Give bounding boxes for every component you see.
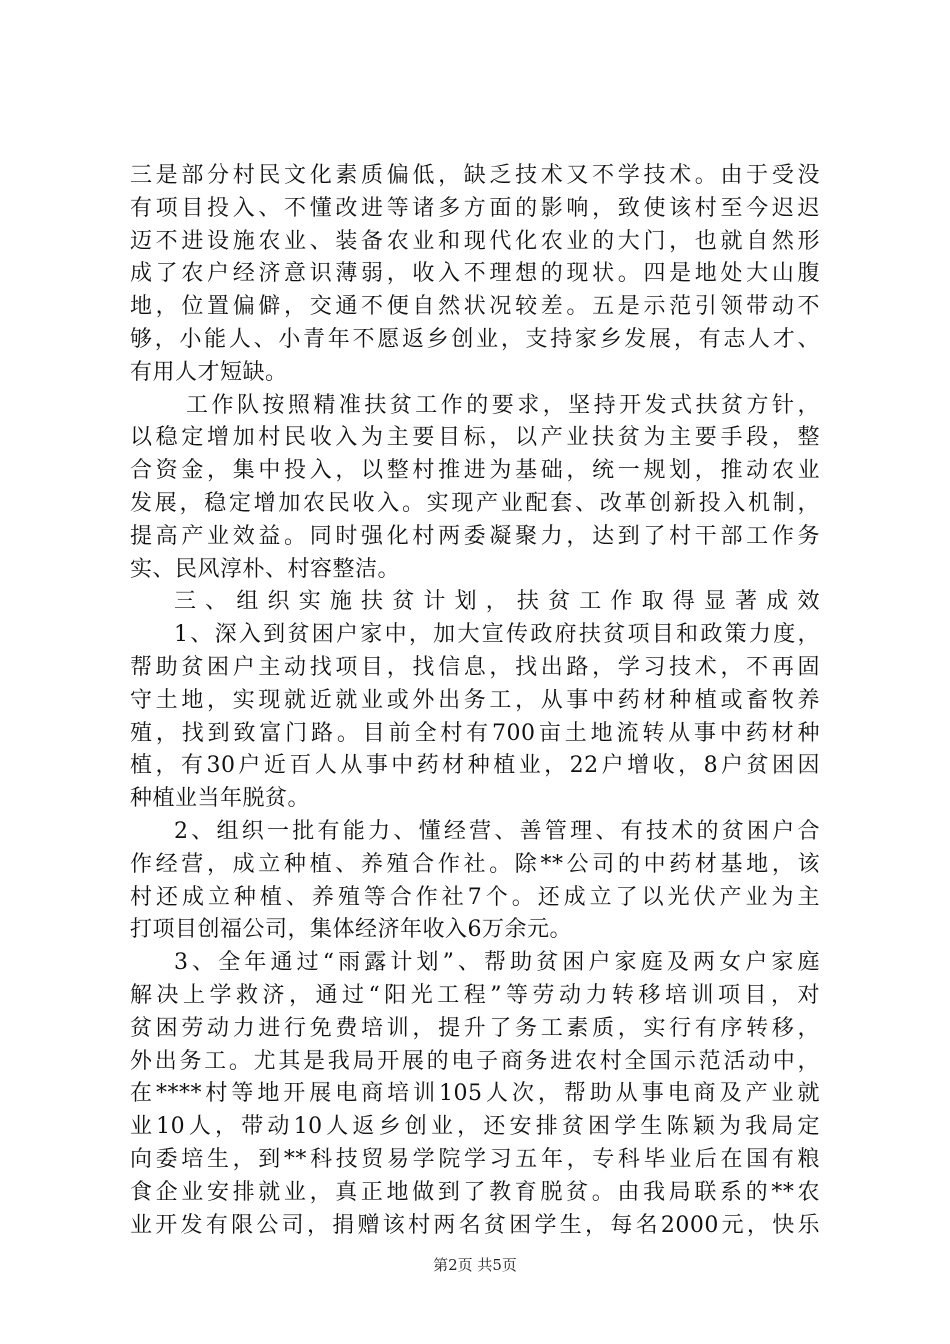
- page-footer: 第2页 共5页: [433, 1256, 517, 1274]
- text-line: 业10人，带动10人返乡创业，还安排贫困学生陈颖为我局定: [130, 1114, 820, 1140]
- text-line: 种植业当年脱贫。: [130, 786, 311, 812]
- text-line: 有项目投入、不懂改进等诸多方面的影响，致使该村至今迟迟: [130, 195, 820, 221]
- text-line: 向委培生，到**科技贸易学院学习五年，专科毕业后在国有粮: [130, 1146, 820, 1172]
- text-line: 解决上学救济，通过“阳光工程”等劳动力转移培训项目，对: [130, 982, 820, 1008]
- text-line: 提高产业效益。同时强化村两委凝聚力，达到了村干部工作务: [130, 523, 820, 549]
- text-line: 村还成立种植、养殖等合作社7个。还成立了以光伏产业为主: [130, 884, 820, 910]
- text-line: 合资金，集中投入，以整村推进为基础，统一规划，推动农业: [130, 458, 820, 484]
- text-line: 3、全年通过“雨露计划”、帮助贫困户家庭及两女户家庭: [174, 950, 820, 976]
- text-line: 以稳定增加村民收入为主要目标，以产业扶贫为主要手段，整: [130, 425, 820, 451]
- text-line: 实、民风淳朴、村容整洁。: [130, 556, 401, 582]
- text-line: 迈不进设施农业、装备农业和现代化农业的大门，也就自然形: [130, 228, 820, 254]
- text-line: 2、组织一批有能力、懂经营、善管理、有技术的贫困户合: [174, 818, 820, 844]
- text-line: 作经营，成立种植、养殖合作社。除**公司的中药材基地，该: [130, 851, 820, 877]
- text-line: 地，位置偏僻，交通不便自然状况较差。五是示范引领带动不: [130, 294, 820, 320]
- text-line: 发展，稳定增加农民收入。实现产业配套、改革创新投入机制，: [130, 490, 820, 516]
- document-body: [130, 160, 820, 1242]
- text-line: 贫困劳动力进行免费培训，提升了务工素质，实行有序转移，: [130, 1015, 820, 1041]
- text-line: 在****村等地开展电商培训105人次，帮助从事电商及产业就: [130, 1081, 820, 1107]
- text-line: 工作队按照精准扶贫工作的要求，坚持开发式扶贫方针，: [186, 392, 820, 418]
- text-line: 殖，找到致富门路。目前全村有700亩土地流转从事中药材种: [130, 720, 820, 746]
- text-line: 有用人才短缺。: [130, 359, 288, 385]
- text-line: 植，有30户近百人从事中药材种植业，22户增收，8户贫困因: [130, 753, 820, 779]
- text-line: 业开发有限公司，捐赠该村两名贫困学生，每名2000元，快乐: [130, 1212, 820, 1238]
- text-line: 打项目创福公司，集体经济年收入6万余元。: [130, 917, 572, 943]
- text-line: 成了农户经济意识薄弱，收入不理想的现状。四是地处大山腹: [130, 261, 820, 287]
- text-line: 外出务工。尤其是我局开展的电子商务进农村全国示范活动中，: [130, 1048, 820, 1074]
- text-line: 1、深入到贫困户家中，加大宣传政府扶贫项目和政策力度，: [174, 622, 820, 648]
- text-line: 帮助贫困户主动找项目，找信息，找出路，学习技术，不再固: [130, 654, 820, 680]
- text-line: 食企业安排就业，真正地做到了教育脱贫。由我局联系的**农: [130, 1179, 820, 1205]
- text-line: 三、组织实施扶贫计划，扶贫工作取得显著成效: [174, 589, 820, 615]
- text-line: 够，小能人、小青年不愿返乡创业，支持家乡发展，有志人才、: [130, 326, 820, 352]
- text-line: 守土地，实现就近就业或外出务工，从事中药材种植或畜牧养: [130, 687, 820, 713]
- text-line: 三是部分村民文化素质偏低，缺乏技术又不学技术。由于受没: [130, 163, 820, 188]
